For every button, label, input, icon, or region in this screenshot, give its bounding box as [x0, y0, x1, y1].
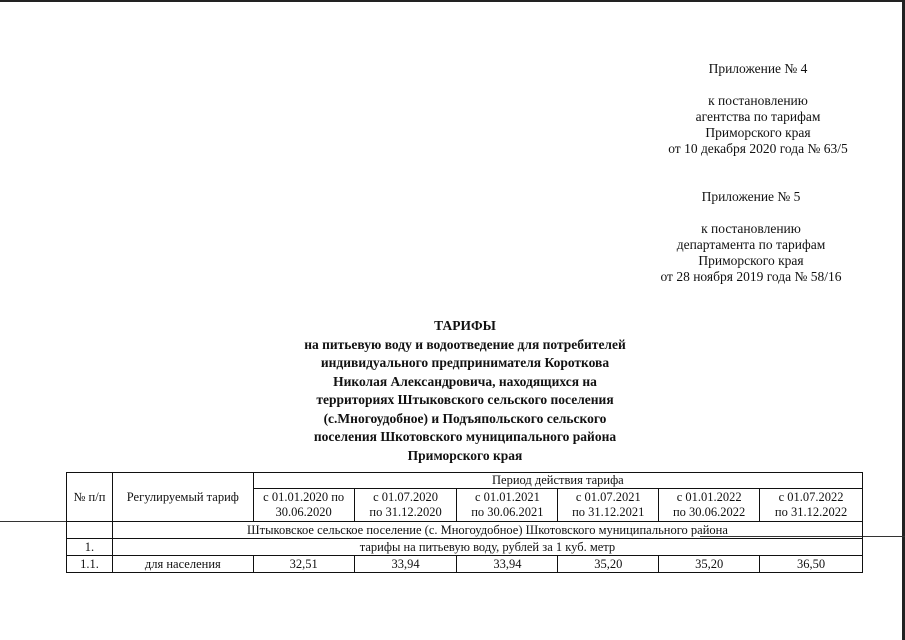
period-to: по 31.12.2020: [369, 505, 442, 519]
row-value: 35,20: [558, 556, 659, 573]
row-value: 33,94: [457, 556, 558, 573]
period-from: с 01.07.2022: [778, 490, 844, 504]
row-value: 35,20: [659, 556, 760, 573]
appendix-5-heading: Приложение № 5: [701, 189, 801, 204]
title-line: на питьевую воду и водоотведение для потребителей: [304, 336, 626, 352]
period-to: по 31.12.2021: [572, 505, 645, 519]
period-to: 30.06.2020: [275, 505, 332, 519]
period-from: с 01.01.2021: [474, 490, 540, 504]
period-cell: [558, 489, 659, 522]
period-cell: [253, 489, 354, 522]
group-number: 1.: [67, 539, 113, 556]
period-cell: [659, 489, 760, 522]
period-from: с 01.01.2020 по: [263, 490, 345, 504]
row-value: 32,51: [253, 556, 354, 573]
title-line: Приморского края: [407, 447, 523, 463]
appendix-5-line: департамента по тарифам: [676, 237, 826, 252]
appendix-5-line: Приморского края: [698, 253, 804, 268]
section-number-empty: [67, 522, 113, 539]
appendix-4-heading: Приложение № 4: [708, 61, 808, 76]
scan-artifact-line-left: [0, 521, 66, 522]
header-period: Период действия тарифа: [253, 473, 862, 489]
title-line: индивидуального предпринимателя Короткова: [320, 355, 610, 370]
title-heading: ТАРИФЫ: [434, 318, 496, 333]
period-to: по 30.06.2021: [471, 505, 544, 519]
row-value: 36,50: [760, 556, 863, 573]
title-line: (с.Многоудобное) и Подъяпольского сельского: [323, 410, 607, 426]
header-tariff: Регулируемый тариф: [112, 473, 253, 522]
appendix-4-line: к постановлению: [708, 93, 808, 108]
period-cell: [354, 489, 457, 522]
appendix-5: [638, 189, 864, 285]
section-title: Штыковское сельское поселение (с. Многоудобное) Шкотовского муниципального района: [112, 522, 862, 539]
period-from: с 01.07.2021: [575, 490, 641, 504]
row-number: 1.1.: [67, 556, 113, 573]
appendix-4-line: агентства по тарифам: [695, 109, 821, 124]
appendix-4: [640, 61, 876, 157]
period-to: по 31.12.2022: [774, 505, 848, 519]
title-line: Николая Александровича, находящихся на: [333, 373, 597, 389]
title-line: территориях Штыковского сельского поселения: [316, 392, 614, 407]
appendix-5-line: от 28 ноября 2019 года № 58/16: [660, 269, 842, 284]
table-row: [67, 556, 863, 573]
scan-border-top: [0, 0, 905, 2]
period-cell: [760, 489, 863, 522]
row-label: для населения: [112, 556, 253, 573]
appendix-4-line: Приморского края: [705, 125, 811, 140]
period-cell: [457, 489, 558, 522]
appendix-4-line: от 10 декабря 2020 года № 63/5: [668, 141, 848, 156]
period-from: с 01.01.2022: [676, 490, 742, 504]
period-to: по 30.06.2022: [672, 505, 746, 519]
period-from: с 01.07.2020: [373, 490, 438, 504]
document-title: [270, 317, 660, 465]
group-label: тарифы на питьевую воду, рублей за 1 куб. метр: [112, 539, 862, 556]
title-line: поселения Шкотовского муниципального района: [313, 429, 617, 444]
row-value: 33,94: [354, 556, 457, 573]
tariff-table: [66, 472, 863, 573]
appendix-5-line: к постановлению: [701, 221, 801, 236]
header-number: № п/п: [67, 473, 113, 522]
